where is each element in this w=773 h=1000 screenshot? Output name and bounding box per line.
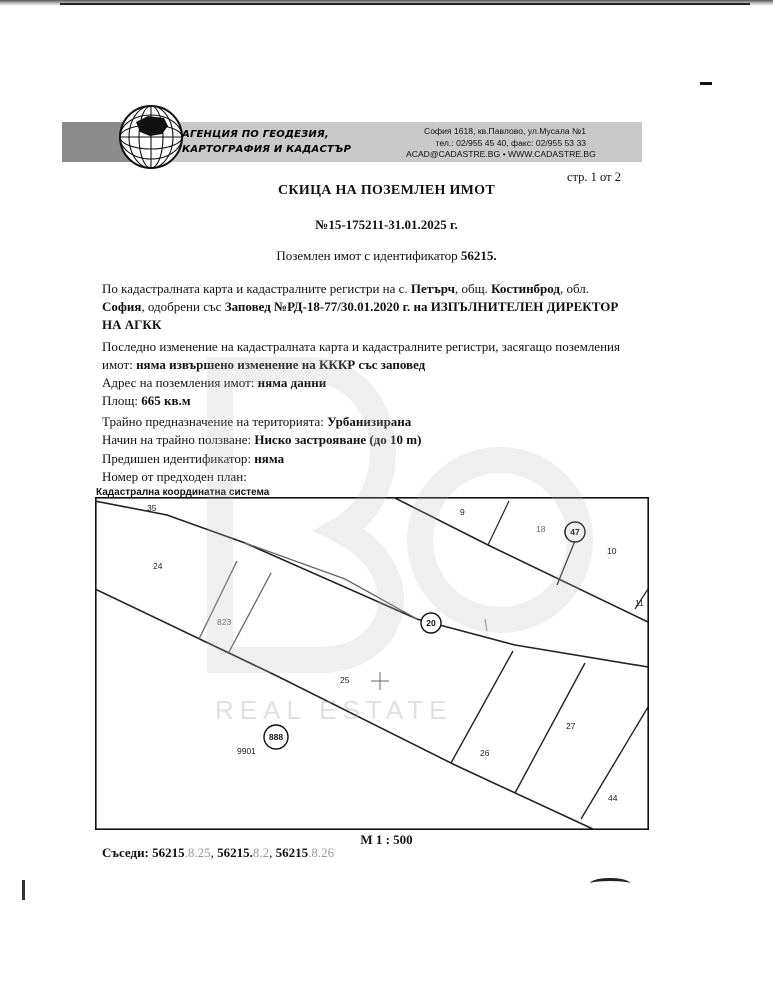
text: , общ. — [455, 281, 492, 296]
agency-name-line: КАРТОГРАФИЯ И КАДАСТЪР — [182, 144, 352, 155]
label: имот: — [102, 357, 137, 372]
scan-edge-line — [60, 3, 750, 5]
parcel-label: 25 — [340, 675, 350, 685]
agency-globe-logo-icon — [118, 104, 184, 170]
contact-phone: тел.: 02/955 45 40, факс: 02/955 53 33 — [435, 137, 586, 148]
boundary-823-right — [229, 573, 271, 652]
boundary-tick — [485, 619, 487, 631]
purpose-value: Урбанизирана — [327, 414, 412, 429]
parcel-label: 44 — [608, 793, 618, 803]
label: Предишен идентификатор: — [102, 451, 255, 466]
parcel-id-value: 56215. — [460, 248, 497, 263]
parcel-label: 9 — [460, 507, 465, 517]
parcel-label: 27 — [566, 721, 576, 731]
label: Площ: — [102, 393, 142, 408]
neighbor-id: 56215 — [152, 845, 185, 860]
page-number: стр. 1 от 2 — [567, 170, 621, 184]
scan-mark — [700, 82, 712, 85]
neighbors-line — [102, 845, 334, 861]
parcel-label: 24 — [153, 561, 163, 571]
municipality-name: Костинброд — [491, 281, 560, 296]
text: , обл. — [560, 281, 590, 296]
map-scale: М 1 : 500 — [360, 832, 413, 847]
separator: , — [269, 845, 276, 860]
text: , одобрени със — [141, 299, 225, 314]
document-number: №15-175211-31.01.2025 г. — [315, 217, 458, 232]
boundary-upper — [95, 501, 648, 667]
boundary-9-18 — [488, 501, 509, 545]
purpose-line — [102, 413, 647, 431]
village-name: Петърч — [410, 281, 456, 296]
parcel-label: 823 — [217, 617, 232, 627]
last-change-value: няма извършено изменение на КККР със заповед — [136, 357, 426, 372]
label: Начин на трайно ползване: — [102, 432, 255, 447]
previous-plan-line: Номер от предходен план: — [102, 469, 247, 484]
separator: , — [210, 845, 218, 860]
last-change-value-line — [102, 356, 647, 374]
parcel-label: 9901 — [237, 746, 256, 756]
label: Адрес на поземления имот: — [102, 375, 258, 390]
contact-address: София 1618, кв.Павлово, ул.Мусала №1 — [424, 126, 586, 136]
address-value: няма данни — [257, 375, 327, 390]
usage-line — [102, 431, 647, 449]
area-line — [102, 392, 647, 410]
watermark-text: REAL ESTATE — [215, 695, 453, 725]
neighbor-id-faint: 8.2 — [252, 845, 270, 860]
parcel-label: 26 — [480, 748, 490, 758]
address-line — [102, 374, 647, 392]
coordinate-system-label: Кадастрална координатна система — [96, 487, 270, 498]
contact-web: ACAD@CADASTRE.BG • WWW.CADASTRE.BG — [406, 149, 596, 159]
previous-id-line — [102, 450, 647, 468]
agency-contact — [406, 126, 596, 161]
text: По кадастралната карта и кадастралните регистри на с. — [102, 281, 411, 296]
parcel-centroid-cross — [371, 672, 389, 690]
scan-mark — [590, 878, 630, 889]
area-value: 665 кв.м — [141, 393, 191, 408]
building-number: 47 — [570, 527, 580, 537]
neighbor-id: 56215 — [275, 845, 309, 860]
cadastral-map — [95, 497, 649, 830]
region-name: София — [102, 299, 142, 314]
previous-id-value: няма — [254, 451, 285, 466]
approval-order: Заповед №РД-18-77/30.01.2020 г. на ИЗПЪЛНИТЕЛЕН ДИРЕКТОР — [224, 299, 619, 314]
usage-value: Ниско застрояване (до 10 m) — [254, 432, 422, 447]
parcel-prefix: Поземлен имот с идентификатор — [276, 248, 461, 263]
neighbor-id: 56215. — [217, 845, 253, 860]
document-title: СКИЦА НА ПОЗЕМЛЕН ИМОТ — [278, 183, 495, 198]
label: Трайно предназначение на територията: — [102, 414, 328, 429]
neighbor-id-faint: .8.25 — [184, 845, 211, 860]
cadastre-line — [102, 280, 647, 298]
parcel-label: 35 — [147, 503, 157, 513]
scan-mark — [22, 880, 25, 900]
agency-name-line: АГЕНЦИЯ ПО ГЕОДЕЗИЯ, — [182, 129, 329, 140]
parcel-label: 10 — [607, 546, 617, 556]
boundary-823-left — [199, 561, 237, 639]
boundary-25-26 — [451, 651, 513, 763]
neighbors-label: Съседи: — [102, 845, 153, 860]
boundary-parcel-9-18 — [393, 497, 648, 622]
parcel-label: 18 — [536, 524, 546, 534]
cadastre-line — [102, 298, 647, 316]
parcel-label: 11 — [635, 598, 644, 608]
agency-name — [182, 127, 352, 157]
map-frame — [96, 498, 648, 829]
last-change-line: Последно изменение на кадастралната карта и кадастралните регистри, засягащо поземления — [102, 339, 620, 354]
approval-order-cont: НА АГКК — [102, 317, 162, 332]
parcel-identifier — [0, 248, 773, 264]
building-number: 20 — [426, 618, 436, 628]
neighbor-id-faint: .8.26 — [308, 845, 335, 860]
building-number: 888 — [268, 732, 284, 742]
